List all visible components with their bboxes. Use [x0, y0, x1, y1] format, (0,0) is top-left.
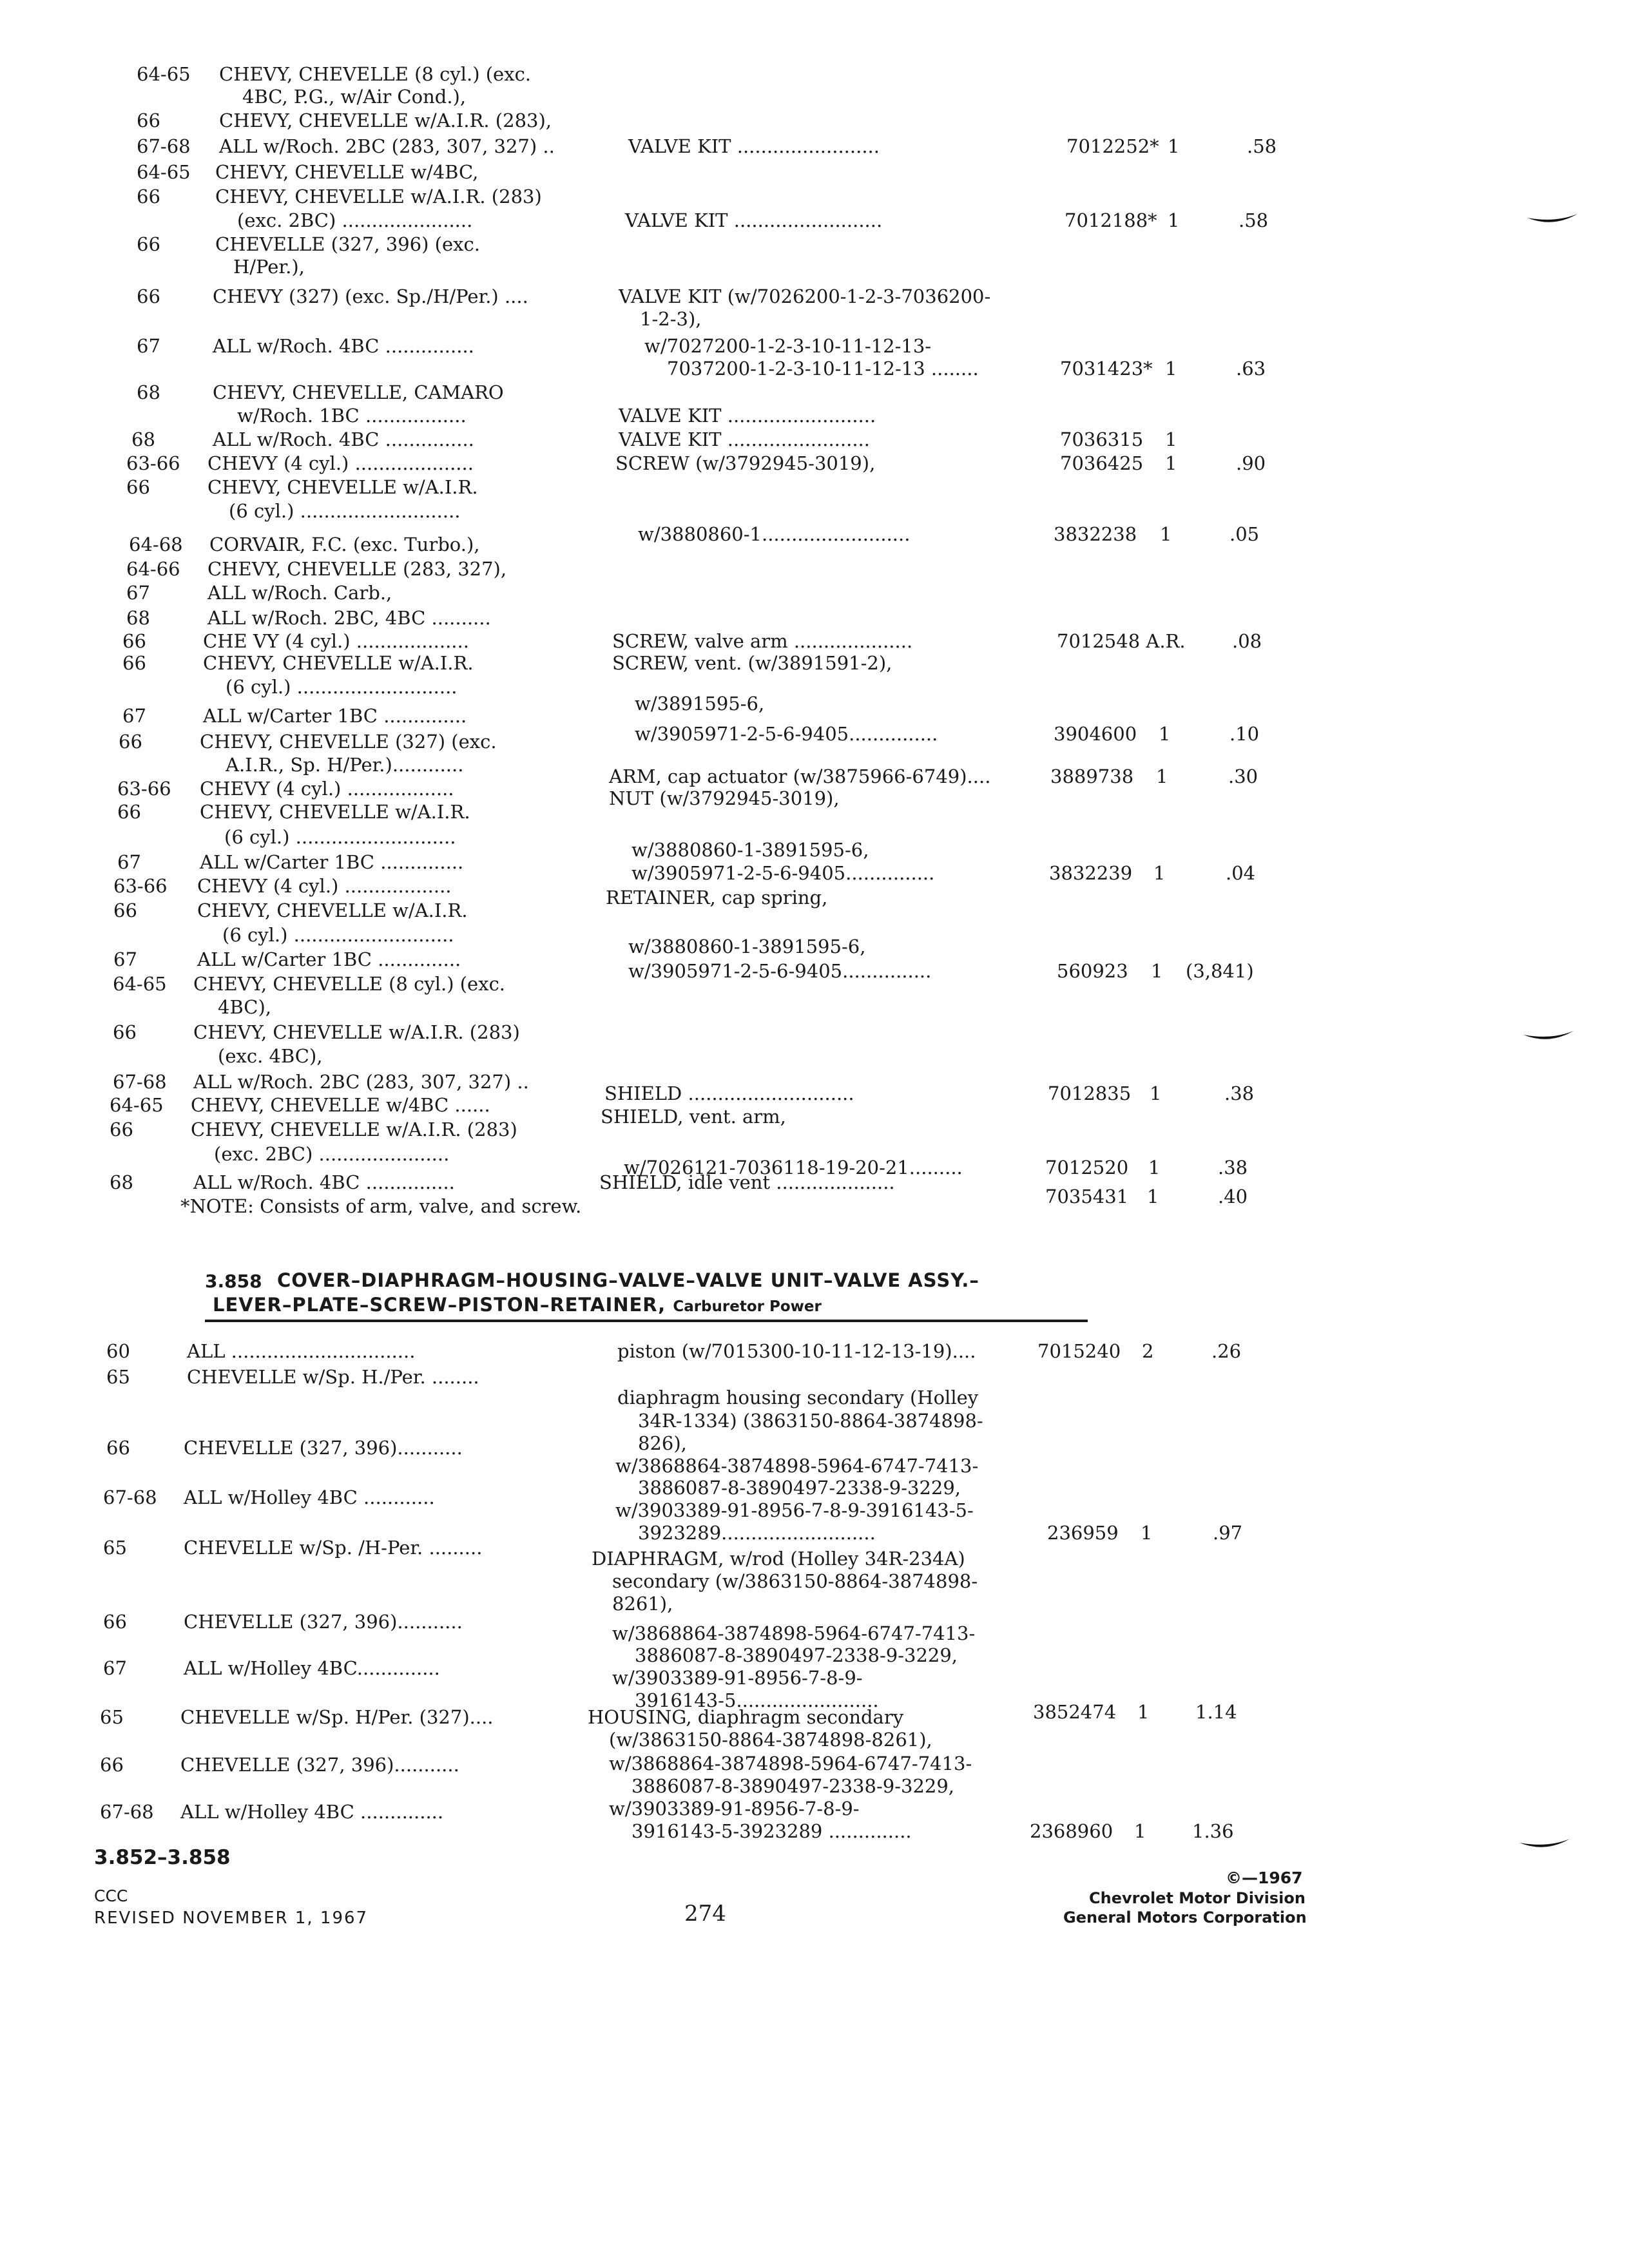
row-year: 66 [103, 1611, 127, 1633]
row-application: ALL w/Roch. 2BC (283, 307, 327) .. [219, 135, 555, 157]
row-description: VALVE KIT (w/7026200-1-2-3-7036200- [619, 285, 991, 307]
row-year: 66 [137, 186, 160, 207]
row-description: 7037200-1-2-3-10-11-12-13 ........ [667, 358, 979, 380]
row-year: 65 [106, 1366, 130, 1388]
row-year: 63-66 [126, 452, 180, 474]
row-year: 66 [126, 476, 150, 498]
row-year: 66 [137, 285, 160, 307]
binder-hole-mark-3 [1519, 1838, 1570, 1852]
row-price: (3,841) [1186, 960, 1254, 982]
row-year: 66 [113, 1021, 137, 1043]
row-part-number: 7012252* [1066, 135, 1159, 157]
row-application: CHEVY, CHEVELLE w/A.I.R. (283) [215, 186, 542, 207]
row-price: 1.36 [1192, 1820, 1234, 1842]
row-application: (exc. 4BC), [218, 1045, 323, 1067]
row-price: .30 [1228, 765, 1258, 787]
row-description: 3923289.......................... [638, 1522, 876, 1544]
row-application: CHEVY (4 cyl.) .................. [200, 778, 454, 800]
row-price: 1.14 [1195, 1701, 1237, 1723]
row-application: ALL w/Holley 4BC .............. [180, 1801, 444, 1823]
row-part-number: 3852474 [1033, 1701, 1117, 1723]
row-year: 64-66 [126, 558, 180, 580]
row-description: w/3891595-6, [635, 693, 765, 715]
row-description: VALVE KIT ........................ [628, 135, 880, 157]
row-description: 826), [638, 1432, 687, 1454]
row-part-number: 3832238 [1054, 523, 1137, 545]
row-application: ALL w/Roch. 4BC ............... [213, 428, 474, 450]
row-application: ALL w/Roch. 4BC ............... [213, 335, 474, 357]
row-quantity: 1 [1147, 1186, 1159, 1207]
row-application: CORVAIR, F.C. (exc. Turbo.), [209, 533, 480, 555]
row-year: 66 [106, 1437, 130, 1459]
row-quantity: 1 [1156, 765, 1168, 787]
row-application: CHEVY, CHEVELLE w/A.I.R. [203, 652, 474, 674]
row-description: piston (w/7015300-10-11-12-13-19).... [617, 1340, 976, 1362]
row-part-number: 236959 [1047, 1522, 1119, 1544]
page-number: 274 [684, 1901, 726, 1927]
row-year: 67 [103, 1657, 127, 1679]
row-price: .38 [1224, 1082, 1255, 1104]
row-application: ALL w/Carter 1BC .............. [197, 948, 461, 970]
row-description: 3916143-5........................ [635, 1689, 879, 1711]
row-description: w/3868864-3874898-5964-6747-7413- [612, 1622, 976, 1644]
row-price: .58 [1247, 135, 1277, 157]
row-application: (6 cyl.) ........................... [229, 500, 461, 522]
row-quantity: 1 [1160, 523, 1172, 545]
row-part-number: 3904600 [1054, 723, 1137, 745]
row-year: 67-68 [113, 1071, 167, 1093]
row-year: 63-66 [117, 778, 171, 800]
row-quantity: 2 [1142, 1340, 1154, 1362]
row-application: CHEVY (4 cyl.) .................... [207, 452, 474, 474]
row-description: SCREW, valve arm .................... [612, 630, 913, 652]
row-quantity: 1 [1159, 723, 1171, 745]
row-description: VALVE KIT ........................ [619, 428, 870, 450]
row-quantity: 1 [1168, 209, 1180, 231]
row-description: w/3868864-3874898-5964-6747-7413- [615, 1455, 979, 1477]
row-description: w/7026121-7036118-19-20-21......... [624, 1157, 963, 1178]
row-application: w/Roch. 1BC ................. [237, 405, 467, 427]
row-year: 67-68 [103, 1486, 157, 1508]
row-price: .08 [1232, 630, 1262, 652]
row-application: (6 cyl.) ........................... [222, 924, 454, 946]
row-application: CHEVELLE w/Sp. H/Per. (327).... [180, 1706, 494, 1728]
row-application: CHEVELLE (327, 396) (exc. [215, 233, 480, 255]
row-description: w/3903389-91-8956-7-8-9-3916143-5- [615, 1499, 974, 1521]
row-quantity: 1 [1153, 862, 1166, 884]
row-quantity: 1 [1141, 1522, 1153, 1544]
row-application: H/Per.), [233, 256, 305, 278]
row-price: .04 [1226, 862, 1256, 884]
row-year: 67 [117, 851, 141, 873]
section-title-line2-text: LEVER–PLATE–SCREW–PISTON–RETAINER, [213, 1294, 666, 1316]
row-part-number: 7012188* [1065, 209, 1157, 231]
row-price: .40 [1218, 1186, 1248, 1207]
row-description: w/3868864-3874898-5964-6747-7413- [609, 1753, 972, 1774]
row-part-number: 2368960 [1030, 1820, 1113, 1842]
row-year: 67 [113, 948, 137, 970]
row-description: w/3905971-2-5-6-9405............... [628, 960, 932, 982]
row-year: 64-65 [113, 973, 167, 995]
row-application: 4BC, P.G., w/Air Cond.), [242, 86, 467, 108]
section-title-line1: COVER–DIAPHRAGM–HOUSING–VALVE–VALVE UNIT–VALVE ASSY.– [277, 1269, 979, 1291]
footer-copyright: ©—1967 [1226, 1869, 1303, 1887]
row-year: 68 [110, 1171, 133, 1193]
row-application: ALL w/Holley 4BC ............ [184, 1486, 435, 1508]
row-application: ALL w/Roch. 2BC, 4BC .......... [207, 607, 491, 629]
footer-revised: REVISED NOVEMBER 1, 1967 [94, 1908, 369, 1928]
binder-hole-mark-1 [1527, 213, 1577, 227]
row-description: 1-2-3), [640, 308, 702, 330]
row-price: .05 [1229, 523, 1260, 545]
row-quantity: 1 [1165, 428, 1177, 450]
row-application: CHEVY, CHEVELLE w/A.I.R. [197, 899, 468, 921]
row-description: 3886087-8-3890497-2338-9-3229, [635, 1644, 958, 1666]
row-year: 64-65 [137, 63, 191, 85]
row-description: HOUSING, diaphragm secondary [588, 1706, 904, 1728]
row-quantity: 1 [1150, 1082, 1162, 1104]
row-description: 3916143-5-3923289 .............. [631, 1820, 912, 1842]
row-price: .63 [1236, 358, 1266, 380]
row-description: 8261), [612, 1593, 673, 1615]
row-year: 63-66 [113, 875, 168, 897]
row-application: ALL w/Roch. 2BC (283, 307, 327) .. [193, 1071, 529, 1093]
row-year: 65 [100, 1706, 124, 1728]
footer-division: Chevrolet Motor Division [1089, 1889, 1306, 1907]
row-application: ALL w/Carter 1BC .............. [200, 851, 464, 873]
row-application: CHEVY, CHEVELLE w/A.I.R. [200, 801, 470, 823]
row-year: 67-68 [137, 135, 191, 157]
row-application: 4BC), [218, 996, 272, 1018]
row-description: 3886087-8-3890497-2338-9-3229, [638, 1477, 961, 1499]
row-part-number: 3832239 [1049, 862, 1133, 884]
row-year: 66 [137, 233, 160, 255]
row-year: 66 [110, 1119, 133, 1140]
row-year: 66 [113, 899, 137, 921]
row-application: CHEVY (327) (exc. Sp./H/Per.) .... [213, 285, 528, 307]
row-year: 67 [122, 705, 146, 727]
row-quantity: 1 [1168, 135, 1180, 157]
row-description: NUT (w/3792945-3019), [609, 787, 840, 809]
row-application: CHEVELLE w/Sp. H./Per. ........ [187, 1366, 479, 1388]
row-quantity: 1 [1148, 1157, 1161, 1178]
row-description: w/3905971-2-5-6-9405............... [631, 862, 935, 884]
row-year: 68 [137, 381, 160, 403]
row-part-number: 7036315 [1060, 428, 1144, 450]
row-description: SHIELD, vent. arm, [601, 1106, 786, 1128]
row-application: CHEVY, CHEVELLE (8 cyl.) (exc. [193, 973, 506, 995]
row-description: w/3880860-1-3891595-6, [631, 839, 869, 861]
row-price: .58 [1239, 209, 1269, 231]
row-part-number: 3889738 [1050, 765, 1134, 787]
section-title-suffix: Carburetor Power [673, 1298, 822, 1315]
row-application: CHEVELLE w/Sp. /H-Per. ......... [184, 1537, 483, 1559]
row-application: CHEVY, CHEVELLE w/4BC ...... [191, 1094, 490, 1116]
section-number: 3.858 [205, 1271, 262, 1292]
row-price: .26 [1211, 1340, 1242, 1362]
row-application: ALL w/Holley 4BC.............. [184, 1657, 440, 1679]
row-description: secondary (w/3863150-8864-3874898- [612, 1570, 978, 1592]
row-part-number: 7012548 A.R. [1057, 630, 1186, 652]
footer-section-code: 3.852–3.858 [94, 1846, 231, 1869]
row-application: (exc. 2BC) ...................... [237, 209, 473, 231]
row-part-number: 560923 [1057, 960, 1128, 982]
row-quantity: 1 [1137, 1701, 1150, 1723]
row-year: 66 [122, 630, 146, 652]
row-application: CHEVY, CHEVELLE w/4BC, [215, 161, 479, 183]
row-year: 67 [126, 582, 150, 604]
row-application: CHEVY, CHEVELLE, CAMARO [213, 381, 504, 403]
row-year: 67-68 [100, 1801, 154, 1823]
footer-corporation: General Motors Corporation [1063, 1908, 1307, 1927]
row-description: SHIELD ............................ [604, 1082, 854, 1104]
row-description: w/3880860-1......................... [638, 523, 911, 545]
row-price: .10 [1229, 723, 1260, 745]
row-year: 66 [100, 1754, 124, 1776]
row-part-number: 7012835 [1048, 1082, 1132, 1104]
row-part-number: 7012520 [1045, 1157, 1129, 1178]
row-application: (6 cyl.) ........................... [224, 826, 456, 848]
section-underline [205, 1320, 1088, 1322]
row-application: ALL ............................... [187, 1340, 416, 1362]
row-description: diaphragm housing secondary (Holley [617, 1387, 979, 1408]
row-description: w/3903389-91-8956-7-8-9- [612, 1667, 863, 1689]
row-description: RETAINER, cap spring, [606, 887, 828, 908]
binder-hole-mark-2 [1523, 1030, 1574, 1044]
row-year: 64-65 [110, 1094, 164, 1116]
row-price: .97 [1213, 1522, 1243, 1544]
row-description: w/7027200-1-2-3-10-11-12-13- [644, 335, 932, 357]
row-year: 64-65 [137, 161, 191, 183]
row-description: VALVE KIT ......................... [625, 209, 883, 231]
row-year: 67 [137, 335, 160, 357]
row-part-number: 7015240 [1037, 1340, 1121, 1362]
row-year: 64-68 [129, 533, 183, 555]
row-year: 65 [103, 1537, 127, 1559]
section-title-line2 [213, 1294, 822, 1316]
row-application: (exc. 2BC) ...................... [214, 1143, 450, 1165]
row-description: w/3903389-91-8956-7-8-9- [609, 1798, 860, 1820]
row-year: 66 [137, 110, 160, 131]
row-application: CHEVELLE (327, 396)........... [180, 1754, 459, 1776]
row-year: 68 [131, 428, 155, 450]
row-application: *NOTE: Consists of arm, valve, and screw. [180, 1195, 582, 1217]
row-application: CHEVY, CHEVELLE w/A.I.R. (283), [219, 110, 552, 131]
row-year: 66 [122, 652, 146, 674]
row-quantity: 1 [1165, 452, 1177, 474]
row-application: ALL w/Roch. 4BC ............... [193, 1171, 455, 1193]
row-description: SHIELD, idle vent .................... [599, 1171, 895, 1193]
row-year: 66 [119, 731, 142, 753]
row-quantity: 1 [1134, 1820, 1146, 1842]
row-description: (w/3863150-8864-3874898-8261), [609, 1729, 932, 1751]
row-description: VALVE KIT ......................... [619, 405, 876, 427]
row-application: ALL w/Carter 1BC .............. [203, 705, 467, 727]
row-application: CHEVY, CHEVELLE w/A.I.R. (283) [193, 1021, 520, 1043]
row-description: SCREW, vent. (w/3891591-2), [612, 652, 892, 674]
row-year: 66 [117, 801, 141, 823]
row-application: CHEVELLE (327, 396)........... [184, 1437, 463, 1459]
row-description: 34R-1334) (3863150-8864-3874898- [638, 1410, 983, 1432]
row-application: CHEVY, CHEVELLE (327) (exc. [200, 731, 497, 753]
row-description: SCREW (w/3792945-3019), [615, 452, 876, 474]
row-quantity: 1 [1151, 960, 1163, 982]
row-year: 60 [106, 1340, 130, 1362]
row-application: CHEVY, CHEVELLE w/A.I.R. [207, 476, 478, 498]
row-description: w/3905971-2-5-6-9405............... [635, 723, 938, 745]
row-application: CHEVY (4 cyl.) .................. [197, 875, 452, 897]
row-description: 3886087-8-3890497-2338-9-3229, [631, 1775, 955, 1797]
row-description: DIAPHRAGM, w/rod (Holley 34R-234A) [592, 1548, 965, 1570]
row-price: .38 [1218, 1157, 1248, 1178]
row-application: CHEVELLE (327, 396)........... [184, 1611, 463, 1633]
row-application: A.I.R., Sp. H/Per.)............ [226, 754, 464, 776]
row-part-number: 7036425 [1060, 452, 1144, 474]
row-application: (6 cyl.) ........................... [226, 676, 458, 698]
row-price: .90 [1236, 452, 1266, 474]
row-application: CHEVY, CHEVELLE (8 cyl.) (exc. [219, 63, 532, 85]
row-part-number: 7035431 [1045, 1186, 1129, 1207]
row-part-number: 7031423* [1060, 358, 1153, 380]
row-application: CHEVY, CHEVELLE w/A.I.R. (283) [191, 1119, 517, 1140]
row-quantity: 1 [1165, 358, 1177, 380]
row-application: CHEVY, CHEVELLE (283, 327), [207, 558, 507, 580]
row-description: w/3880860-1-3891595-6, [628, 936, 866, 957]
row-year: 68 [126, 607, 150, 629]
footer-ccc: CCC [94, 1887, 128, 1905]
row-application: CHE VY (4 cyl.) ................... [203, 630, 469, 652]
row-description: ARM, cap actuator (w/3875966-6749).... [609, 765, 991, 787]
row-application: ALL w/Roch. Carb., [207, 582, 392, 604]
